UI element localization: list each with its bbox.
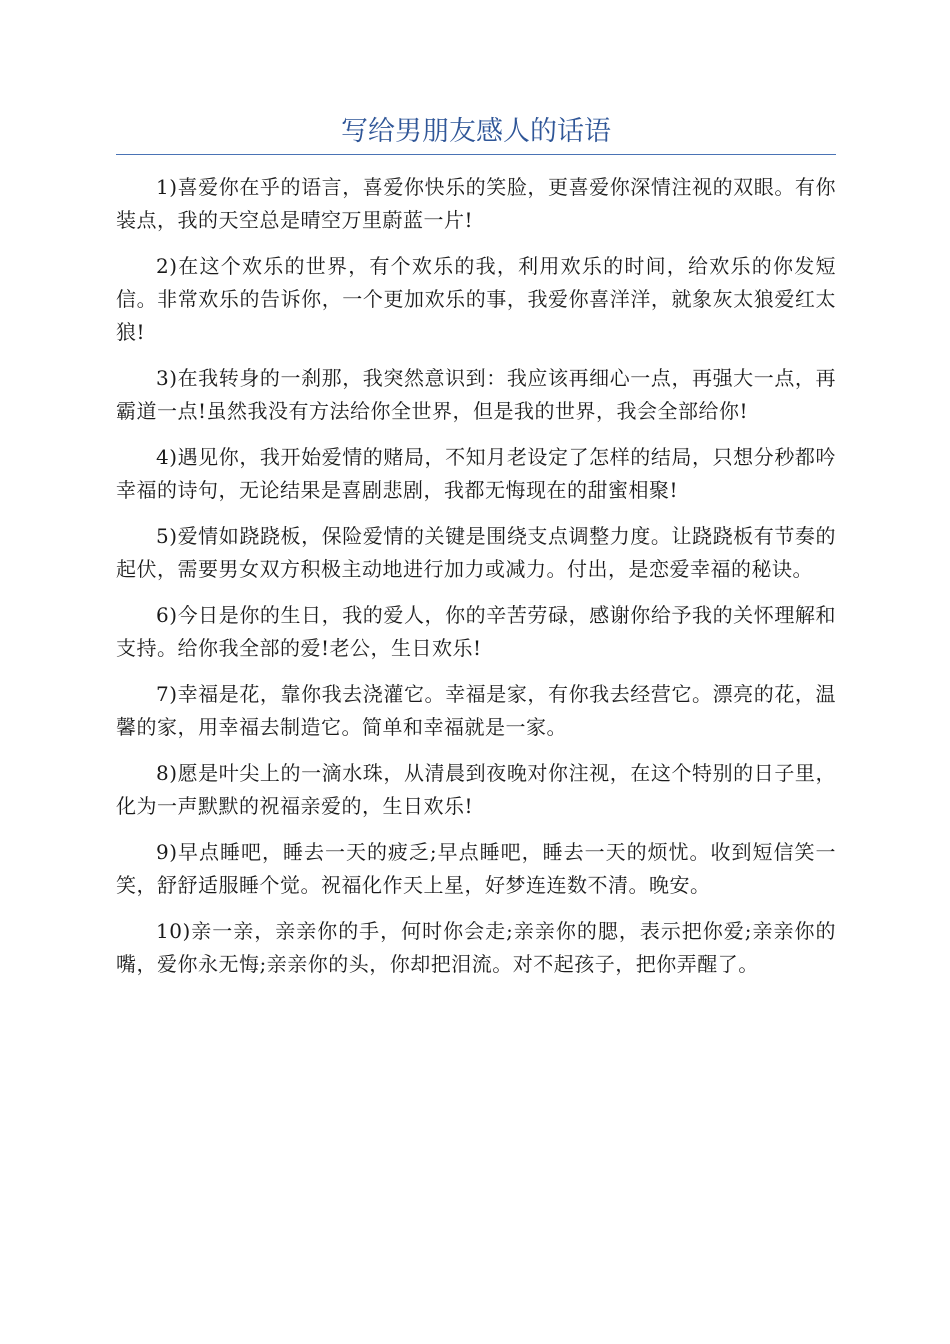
paragraph-10: 10)亲一亲，亲亲你的手，何时你会走;亲亲你的腮，表示把你爱;亲亲你的嘴，爱你永无悔;亲亲你的头，你却把泪流。对不起孩子，把你弄醒了。 [116, 919, 836, 976]
paragraph-8: 8)愿是叶尖上的一滴水珠，从清晨到夜晚对你注视，在这个特别的日子里，化为一声默默的祝福亲爱的，生日欢乐! [116, 761, 836, 818]
paragraph-2: 2)在这个欢乐的世界，有个欢乐的我，利用欢乐的时间，给欢乐的你发短信。非常欢乐的告诉你，一个更加欢乐的事，我爱你喜洋洋，就象灰太狼爱红太狼! [116, 254, 836, 344]
paragraph-1: 1)喜爱你在乎的语言，喜爱你快乐的笑脸，更喜爱你深情注视的双眼。有你装点，我的天空总是晴空万里蔚蓝一片! [116, 175, 836, 232]
paragraph-9: 9)早点睡吧，睡去一天的疲乏;早点睡吧，睡去一天的烦忧。收到短信笑一笑，舒舒适服睡个觉。祝福化作天上星，好梦连连数不清。晚安。 [116, 840, 836, 897]
document-body [116, 171, 836, 981]
paragraph-7: 7)幸福是花，靠你我去浇灌它。幸福是家，有你我去经营它。漂亮的花，温馨的家，用幸福去制造它。简单和幸福就是一家。 [116, 682, 836, 739]
paragraph-3: 3)在我转身的一刹那，我突然意识到：我应该再细心一点，再强大一点，再霸道一点!虽然我没有方法给你全世界，但是我的世界，我会全部给你! [116, 366, 836, 423]
paragraph-4: 4)遇见你，我开始爱情的赌局，不知月老设定了怎样的结局，只想分秒都吟幸福的诗句，无论结果是喜剧悲剧，我都无悔现在的甜蜜相聚! [116, 445, 836, 502]
document-title: 写给男朋友感人的话语 [341, 116, 611, 147]
paragraph-6: 6)今日是你的生日，我的爱人，你的辛苦劳碌，感谢你给予我的关怀理解和支持。给你我全部的爱!老公，生日欢乐! [116, 603, 836, 660]
title-underline [116, 154, 836, 155]
paragraph-5: 5)爱情如跷跷板，保险爱情的关键是围绕支点调整力度。让跷跷板有节奏的起伏，需要男女双方积极主动地进行加力或减力。付出，是恋爱幸福的秘诀。 [116, 524, 836, 581]
document-page [116, 112, 836, 994]
